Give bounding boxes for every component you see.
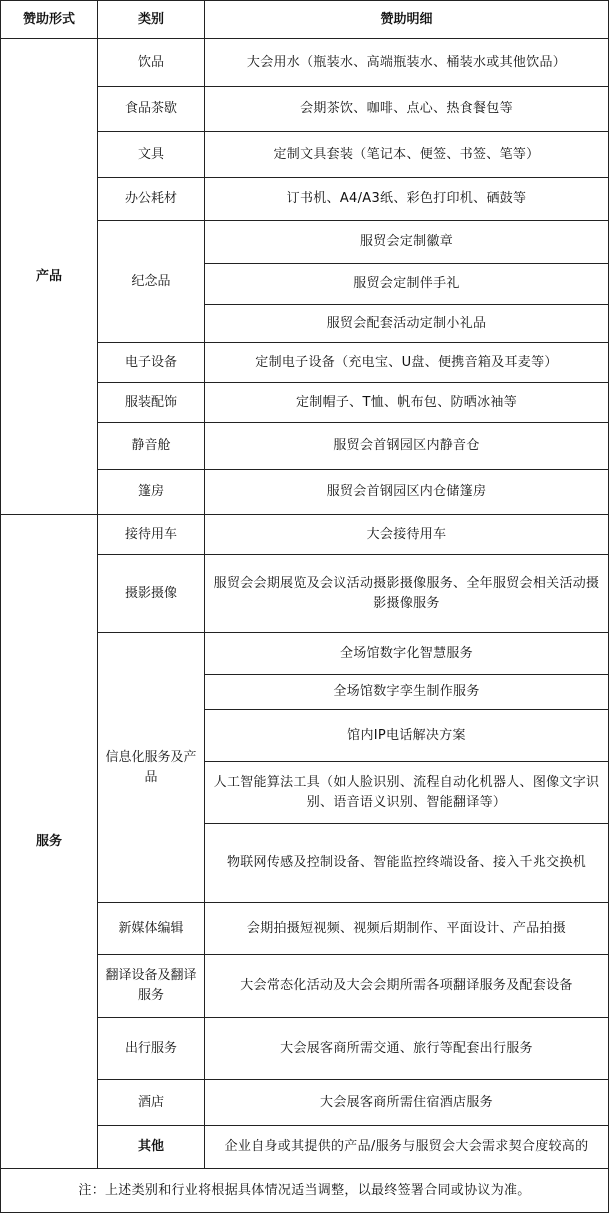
detail-cell: 人工智能算法工具（如人脸识别、流程自动化机器人、图像文字识别、语音语义识别、智能翻译等） — [205, 762, 609, 824]
detail-cell: 物联网传感及控制设备、智能监控终端设备、接入千兆交换机 — [205, 824, 609, 903]
table-row — [1, 39, 609, 87]
detail-cell: 馆内IP电话解决方案 — [205, 710, 609, 762]
detail-cell: 大会接待用车 — [205, 515, 609, 555]
detail-cell: 大会用水（瓶装水、高端瓶装水、桶装水或其他饮品） — [205, 39, 609, 87]
detail-cell: 大会展客商所需住宿酒店服务 — [205, 1080, 609, 1126]
detail-cell: 定制帽子、T恤、帆布包、防晒冰袖等 — [205, 383, 609, 423]
category-cell: 接待用车 — [98, 515, 205, 555]
detail-cell: 服贸会定制伴手礼 — [205, 264, 609, 305]
category-cell: 出行服务 — [98, 1018, 205, 1080]
detail-cell: 服贸会首钢园区内仓储篷房 — [205, 470, 609, 515]
group-other: 其他 — [98, 1126, 205, 1169]
header-detail: 赞助明细 — [205, 1, 609, 39]
category-cell: 篷房 — [98, 470, 205, 515]
group-products: 产品 — [1, 39, 98, 515]
category-cell: 办公耗材 — [98, 178, 205, 221]
category-cell: 文具 — [98, 132, 205, 178]
category-cell: 服装配饰 — [98, 383, 205, 423]
other-detail-cell: 企业自身或其提供的产品/服务与服贸会大会需求契合度较高的 — [205, 1126, 609, 1169]
group-services: 服务 — [1, 515, 98, 1169]
detail-cell: 大会展客商所需交通、旅行等配套出行服务 — [205, 1018, 609, 1080]
table-row — [1, 515, 609, 555]
header-category: 类别 — [98, 1, 205, 39]
detail-cell: 定制电子设备（充电宝、U盘、便携音箱及耳麦等） — [205, 343, 609, 383]
category-cell: 饮品 — [98, 39, 205, 87]
category-cell: 摄影摄像 — [98, 555, 205, 633]
detail-cell: 会期拍摄短视频、视频后期制作、平面设计、产品拍摄 — [205, 903, 609, 955]
detail-cell: 会期茶饮、咖啡、点心、热食餐包等 — [205, 87, 609, 132]
category-cell: 信息化服务及产品 — [98, 633, 205, 903]
category-cell: 翻译设备及翻译服务 — [98, 955, 205, 1018]
table-header-row — [1, 1, 609, 39]
detail-cell: 订书机、A4/A3纸、彩色打印机、硒鼓等 — [205, 178, 609, 221]
note-text: 注：上述类别和行业将根据具体情况适当调整，以最终签署合同或协议为准。 — [1, 1169, 609, 1213]
category-cell: 电子设备 — [98, 343, 205, 383]
category-cell: 纪念品 — [98, 221, 205, 343]
note-row — [1, 1169, 609, 1213]
detail-cell: 全场馆数字孪生制作服务 — [205, 675, 609, 710]
header-form: 赞助形式 — [1, 1, 98, 39]
detail-cell: 服贸会首钢园区内静音仓 — [205, 423, 609, 470]
detail-cell: 定制文具套装（笔记本、便签、书签、笔等） — [205, 132, 609, 178]
detail-cell: 服贸会会期展览及会议活动摄影摄像服务、全年服贸会相关活动摄影摄像服务 — [205, 555, 609, 633]
detail-cell: 大会常态化活动及大会会期所需各项翻译服务及配套设备 — [205, 955, 609, 1018]
detail-cell: 服贸会配套活动定制小礼品 — [205, 305, 609, 343]
category-cell: 新媒体编辑 — [98, 903, 205, 955]
category-cell: 酒店 — [98, 1080, 205, 1126]
category-cell: 静音舱 — [98, 423, 205, 470]
category-cell: 食品茶歇 — [98, 87, 205, 132]
detail-cell: 服贸会定制徽章 — [205, 221, 609, 264]
detail-cell: 全场馆数字化智慧服务 — [205, 633, 609, 675]
